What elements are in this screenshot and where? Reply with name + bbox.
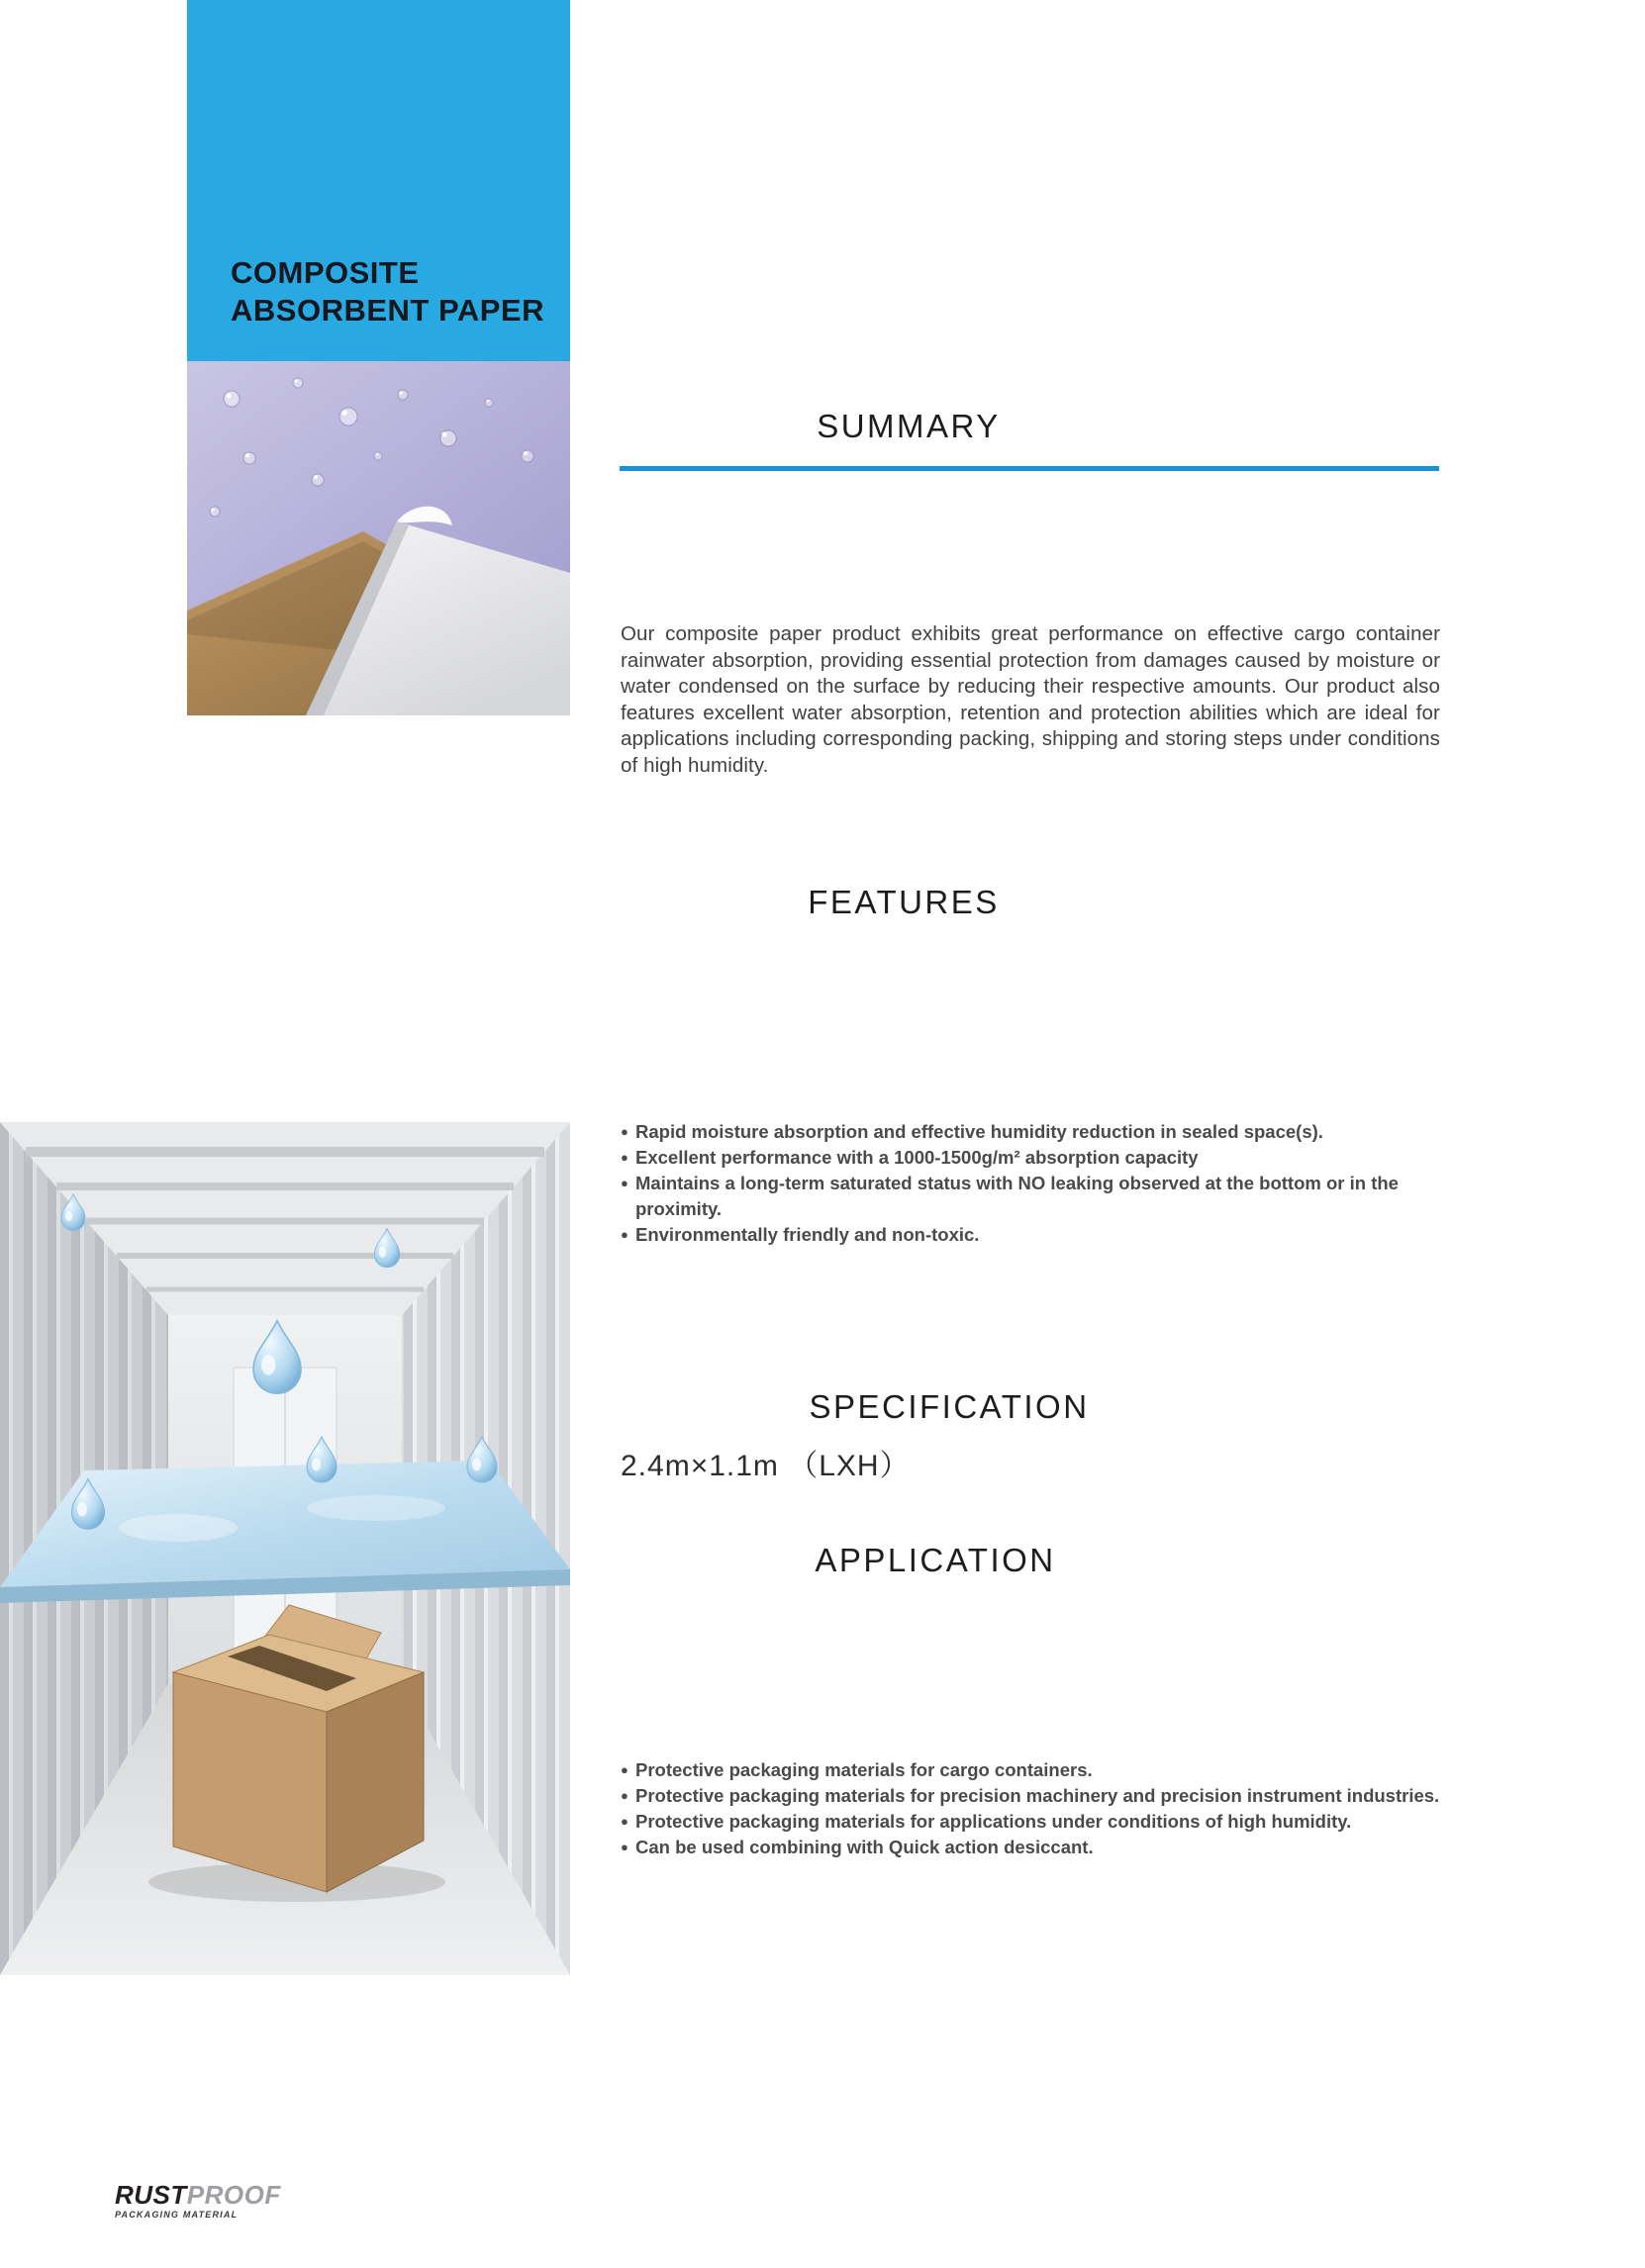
bullet-icon: ●: [621, 1150, 629, 1165]
feature-item-text: Rapid moisture absorption and effective humidity reduction in sealed space(s).: [635, 1121, 1323, 1142]
specification-value: 2.4m×1.1m （LXH）: [621, 1450, 911, 1482]
summary-heading: SUMMARY: [817, 408, 1001, 444]
features-heading: FEATURES: [808, 884, 1000, 920]
summary-body: Our composite paper product exhibits great performance on effective cargo container rainwater absorption, providing essential protection from damages caused by moisture or water condensed on the surface by reducing their respective amounts. Our product also features excellent water absorption, retention and protection abilities which are ideal for applications including corresponding packing, shipping and storing steps under conditions of high humidity.: [621, 622, 1440, 777]
application-item-text: Protective packaging materials for cargo containers.: [635, 1759, 1093, 1780]
feature-item-1: [621, 1119, 1450, 1145]
bullet-icon: ●: [621, 1814, 629, 1829]
application-item-text: Can be used combining with Quick action desiccant.: [635, 1837, 1094, 1857]
feature-item-4: [621, 1222, 1450, 1248]
application-list: [621, 1757, 1450, 1860]
container-photo: [0, 1122, 570, 1975]
application-item-text: Protective packaging materials for applications under conditions of high humidity.: [635, 1811, 1352, 1832]
bullet-icon: ●: [621, 1176, 629, 1190]
application-item-2: [621, 1783, 1450, 1809]
product-title-line1: COMPOSITE: [231, 255, 420, 290]
bullet-icon: ●: [621, 1788, 629, 1803]
feature-item-3: [621, 1171, 1450, 1222]
bullet-icon: ●: [621, 1762, 629, 1777]
feature-item-text: Maintains a long-term saturated status with NO leaking observed at the bottom or in the proximity.: [635, 1173, 1399, 1219]
logo-proof: PROOF: [186, 2180, 281, 2210]
application-item-3: [621, 1809, 1450, 1835]
application-heading: APPLICATION: [815, 1542, 1056, 1578]
bullet-icon: ●: [621, 1840, 629, 1854]
logo-rust: RUST: [115, 2180, 187, 2210]
product-title-block: [187, 0, 570, 361]
feature-item-text: Excellent performance with a 1000-1500g/m² absorption capacity: [635, 1147, 1199, 1168]
product-title: [231, 254, 544, 330]
absorbent-paper-photo-illustration: [187, 361, 570, 715]
features-list: [621, 1119, 1450, 1248]
logo-tagline: PACKAGING MATERIAL: [115, 2210, 239, 2220]
logo-wordmark: [115, 2182, 281, 2208]
bullet-icon: ●: [621, 1124, 629, 1139]
feature-item-text: Environmentally friendly and non-toxic.: [635, 1224, 980, 1245]
bullet-icon: ●: [621, 1227, 629, 1242]
specification-heading: SPECIFICATION: [809, 1388, 1090, 1425]
container-illustration: [0, 1122, 570, 1975]
rustproof-logo: [115, 2182, 281, 2220]
product-title-line2: ABSORBENT PAPER: [231, 293, 544, 328]
application-item-4: [621, 1835, 1450, 1860]
product-photo: [187, 361, 570, 715]
summary-rule: [620, 466, 1439, 471]
feature-item-2: [621, 1145, 1450, 1171]
application-item-1: [621, 1757, 1450, 1783]
application-item-text: Protective packaging materials for precision machinery and precision instrument industries.: [635, 1785, 1440, 1806]
